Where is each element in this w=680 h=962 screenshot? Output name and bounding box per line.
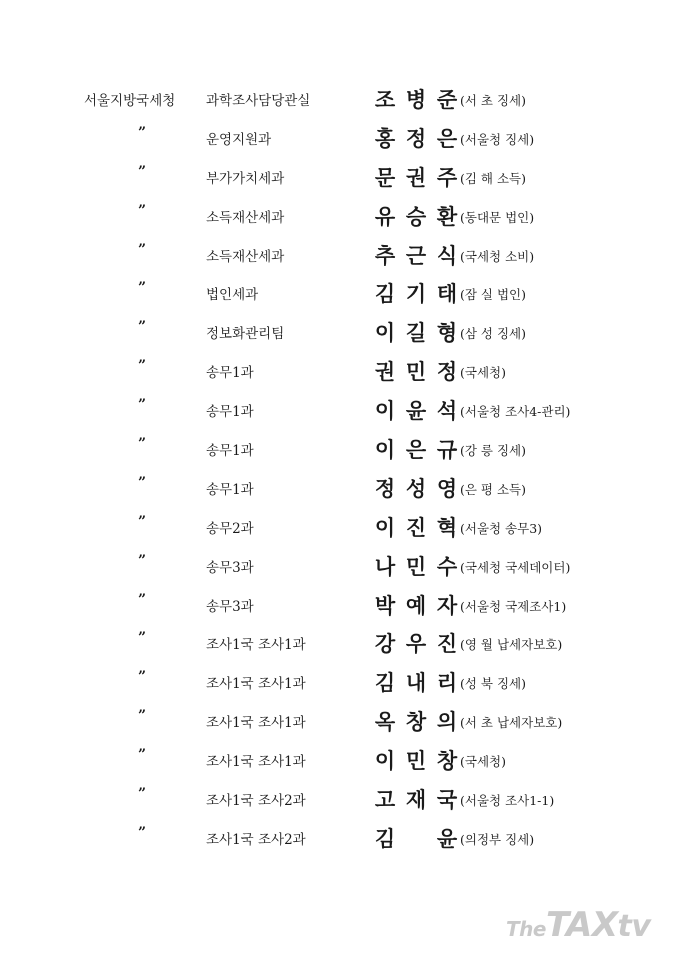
previous-post: (국세청 국세데이터) — [460, 559, 571, 575]
ditto-mark: ” — [138, 824, 147, 841]
personnel-row — [0, 551, 680, 590]
previous-post: (서울청 조사1-1) — [460, 793, 555, 809]
department: 부가가치세과 — [206, 170, 285, 187]
logo-tv: tv — [617, 909, 651, 944]
name-character: 권 — [405, 164, 427, 190]
department: 조사1국 조사1과 — [206, 676, 306, 693]
name-character: 식 — [436, 242, 458, 268]
name-character: 은 — [405, 437, 427, 463]
name-character: 의 — [436, 709, 458, 735]
personnel-row — [0, 667, 680, 706]
name-character: 태 — [436, 281, 458, 307]
department: 조사1국 조사1과 — [206, 754, 306, 771]
person-name — [374, 823, 458, 853]
name-character: 근 — [405, 242, 427, 268]
name-character: 민 — [405, 359, 427, 385]
name-character: 석 — [436, 398, 458, 424]
name-character: 나 — [374, 553, 396, 579]
name-character: 영 — [436, 475, 458, 501]
personnel-row — [0, 590, 680, 629]
name-character: 조 — [374, 87, 396, 112]
personnel-row — [0, 512, 680, 551]
name-character: 진 — [405, 514, 427, 540]
logo-the: The — [506, 917, 546, 941]
name-character: 성 — [405, 475, 427, 501]
previous-post: (국세청 소비) — [460, 248, 535, 264]
department: 조사1국 조사2과 — [206, 793, 306, 810]
ditto-mark: ” — [138, 436, 147, 453]
person-name — [374, 667, 458, 697]
person-name — [374, 84, 458, 114]
person-name — [374, 201, 458, 231]
department: 송무3과 — [206, 559, 254, 576]
name-character: 이 — [374, 514, 396, 540]
person-name — [374, 706, 458, 736]
personnel-row — [0, 84, 680, 123]
department: 송무2과 — [206, 520, 254, 537]
person-name — [374, 473, 458, 503]
name-character: 수 — [436, 553, 458, 579]
name-character: 고 — [374, 787, 396, 813]
department: 송무1과 — [206, 481, 254, 498]
ditto-mark: ” — [138, 319, 147, 336]
name-character: 박 — [374, 592, 396, 618]
department: 조사1국 조사1과 — [206, 715, 306, 732]
personnel-row — [0, 356, 680, 395]
name-character: 김 — [374, 670, 396, 696]
name-character: 리 — [436, 670, 458, 696]
person-name — [374, 628, 458, 658]
personnel-row — [0, 123, 680, 162]
personnel-row — [0, 628, 680, 667]
name-character: 기 — [405, 281, 427, 307]
name-character: 승 — [405, 203, 427, 229]
name-character: 준 — [436, 87, 458, 112]
name-character: 길 — [405, 320, 427, 346]
department: 조사1국 조사2과 — [206, 831, 306, 848]
person-name — [374, 784, 458, 814]
name-character: 국 — [436, 787, 458, 813]
personnel-row — [0, 434, 680, 473]
ditto-mark: ” — [138, 163, 147, 180]
person-name — [374, 162, 458, 192]
personnel-row — [0, 240, 680, 279]
person-name — [374, 356, 458, 386]
name-character: 규 — [436, 437, 458, 463]
ditto-mark: ” — [138, 202, 147, 219]
personnel-row — [0, 162, 680, 201]
name-character: 형 — [436, 320, 458, 346]
ditto-mark: ” — [138, 747, 147, 764]
personnel-row — [0, 395, 680, 434]
previous-post: (잠 실 법인) — [460, 287, 527, 303]
name-character: 이 — [374, 437, 396, 463]
logo-tax: TAX — [545, 905, 618, 945]
name-character: 예 — [405, 592, 427, 618]
thetaxtv-watermark-logo — [506, 905, 650, 945]
previous-post: (국세청) — [460, 754, 506, 770]
previous-post: (서울청 징세) — [460, 131, 535, 147]
ditto-mark: ” — [138, 124, 147, 141]
department: 소득재산세과 — [206, 248, 285, 265]
name-character: 강 — [374, 631, 396, 657]
ditto-mark: ” — [138, 513, 147, 530]
ditto-mark: ” — [138, 280, 147, 297]
person-name — [374, 551, 458, 581]
department: 정보화관리팀 — [206, 326, 285, 343]
person-name — [374, 395, 458, 425]
ditto-mark: ” — [138, 474, 147, 491]
personnel-row — [0, 823, 680, 862]
name-character: 내 — [405, 670, 427, 696]
ditto-mark: ” — [138, 397, 147, 414]
office-name: 서울지방국세청 — [84, 93, 176, 109]
department: 송무1과 — [206, 443, 254, 460]
ditto-mark: ” — [138, 708, 147, 725]
previous-post: (동대문 법인) — [460, 209, 535, 225]
name-character: 혁 — [436, 514, 458, 540]
name-character: 유 — [374, 203, 396, 229]
name-character: 윤 — [436, 825, 458, 851]
name-character — [405, 823, 427, 853]
name-character: 이 — [374, 320, 396, 346]
name-character: 병 — [405, 87, 427, 112]
name-character: 권 — [374, 359, 396, 385]
person-name — [374, 434, 458, 464]
name-character: 이 — [374, 398, 396, 424]
personnel-row — [0, 317, 680, 356]
name-character: 문 — [374, 164, 396, 190]
ditto-mark: ” — [138, 630, 147, 647]
department: 조사1국 조사1과 — [206, 637, 306, 654]
department: 소득재산세과 — [206, 209, 285, 226]
person-name — [374, 123, 458, 153]
name-character: 정 — [405, 125, 427, 151]
name-character: 우 — [405, 631, 427, 657]
ditto-mark: ” — [138, 358, 147, 375]
ditto-mark: ” — [138, 669, 147, 686]
previous-post: (서 초 납세자보호) — [460, 715, 563, 731]
ditto-mark: ” — [138, 591, 147, 608]
name-character: 김 — [374, 281, 396, 307]
personnel-row — [0, 473, 680, 512]
personnel-row — [0, 745, 680, 784]
name-character: 환 — [436, 203, 458, 229]
department: 송무3과 — [206, 598, 254, 615]
person-name — [374, 278, 458, 308]
previous-post: (삼 성 징세) — [460, 326, 527, 342]
department: 운영지원과 — [206, 131, 272, 148]
person-name — [374, 317, 458, 347]
personnel-row — [0, 278, 680, 317]
ditto-mark: ” — [138, 241, 147, 258]
person-name — [374, 240, 458, 270]
previous-post: (은 평 소득) — [460, 481, 527, 497]
name-character: 민 — [405, 748, 427, 774]
ditto-mark: ” — [138, 552, 147, 569]
name-character: 창 — [405, 709, 427, 735]
previous-post: (성 북 징세) — [460, 676, 527, 692]
previous-post: (서울청 국제조사1) — [460, 598, 567, 614]
name-character: 이 — [374, 748, 396, 774]
name-character: 정 — [436, 359, 458, 385]
previous-post: (서울청 조사4-관리) — [460, 404, 571, 420]
previous-post: (강 릉 징세) — [460, 443, 527, 459]
person-name — [374, 512, 458, 542]
name-character: 은 — [436, 125, 458, 151]
previous-post: (국세청) — [460, 365, 506, 381]
department: 송무1과 — [206, 365, 254, 382]
previous-post: (서 초 징세) — [460, 93, 527, 108]
personnel-row — [0, 706, 680, 745]
previous-post: (영 월 납세자보호) — [460, 637, 563, 653]
personnel-row — [0, 784, 680, 823]
ditto-mark: ” — [138, 786, 147, 803]
name-character: 창 — [436, 748, 458, 774]
person-name — [374, 590, 458, 620]
department: 법인세과 — [206, 287, 259, 304]
name-character: 자 — [436, 592, 458, 618]
previous-post: (의정부 징세) — [460, 831, 535, 847]
name-character: 진 — [436, 631, 458, 657]
name-character: 홍 — [374, 125, 396, 151]
name-character: 정 — [374, 475, 396, 501]
name-character: 추 — [374, 242, 396, 268]
name-character: 민 — [405, 553, 427, 579]
name-character: 윤 — [405, 398, 427, 424]
name-character: 재 — [405, 787, 427, 813]
person-name — [374, 745, 458, 775]
name-character: 김 — [374, 825, 396, 851]
previous-post: (김 해 소득) — [460, 170, 527, 186]
department: 송무1과 — [206, 404, 254, 421]
personnel-row — [0, 201, 680, 240]
name-character: 옥 — [374, 709, 396, 735]
department: 과학조사담당관실 — [206, 93, 311, 109]
personnel-list — [0, 84, 680, 862]
name-character: 주 — [436, 164, 458, 190]
previous-post: (서울청 송무3) — [460, 520, 543, 536]
